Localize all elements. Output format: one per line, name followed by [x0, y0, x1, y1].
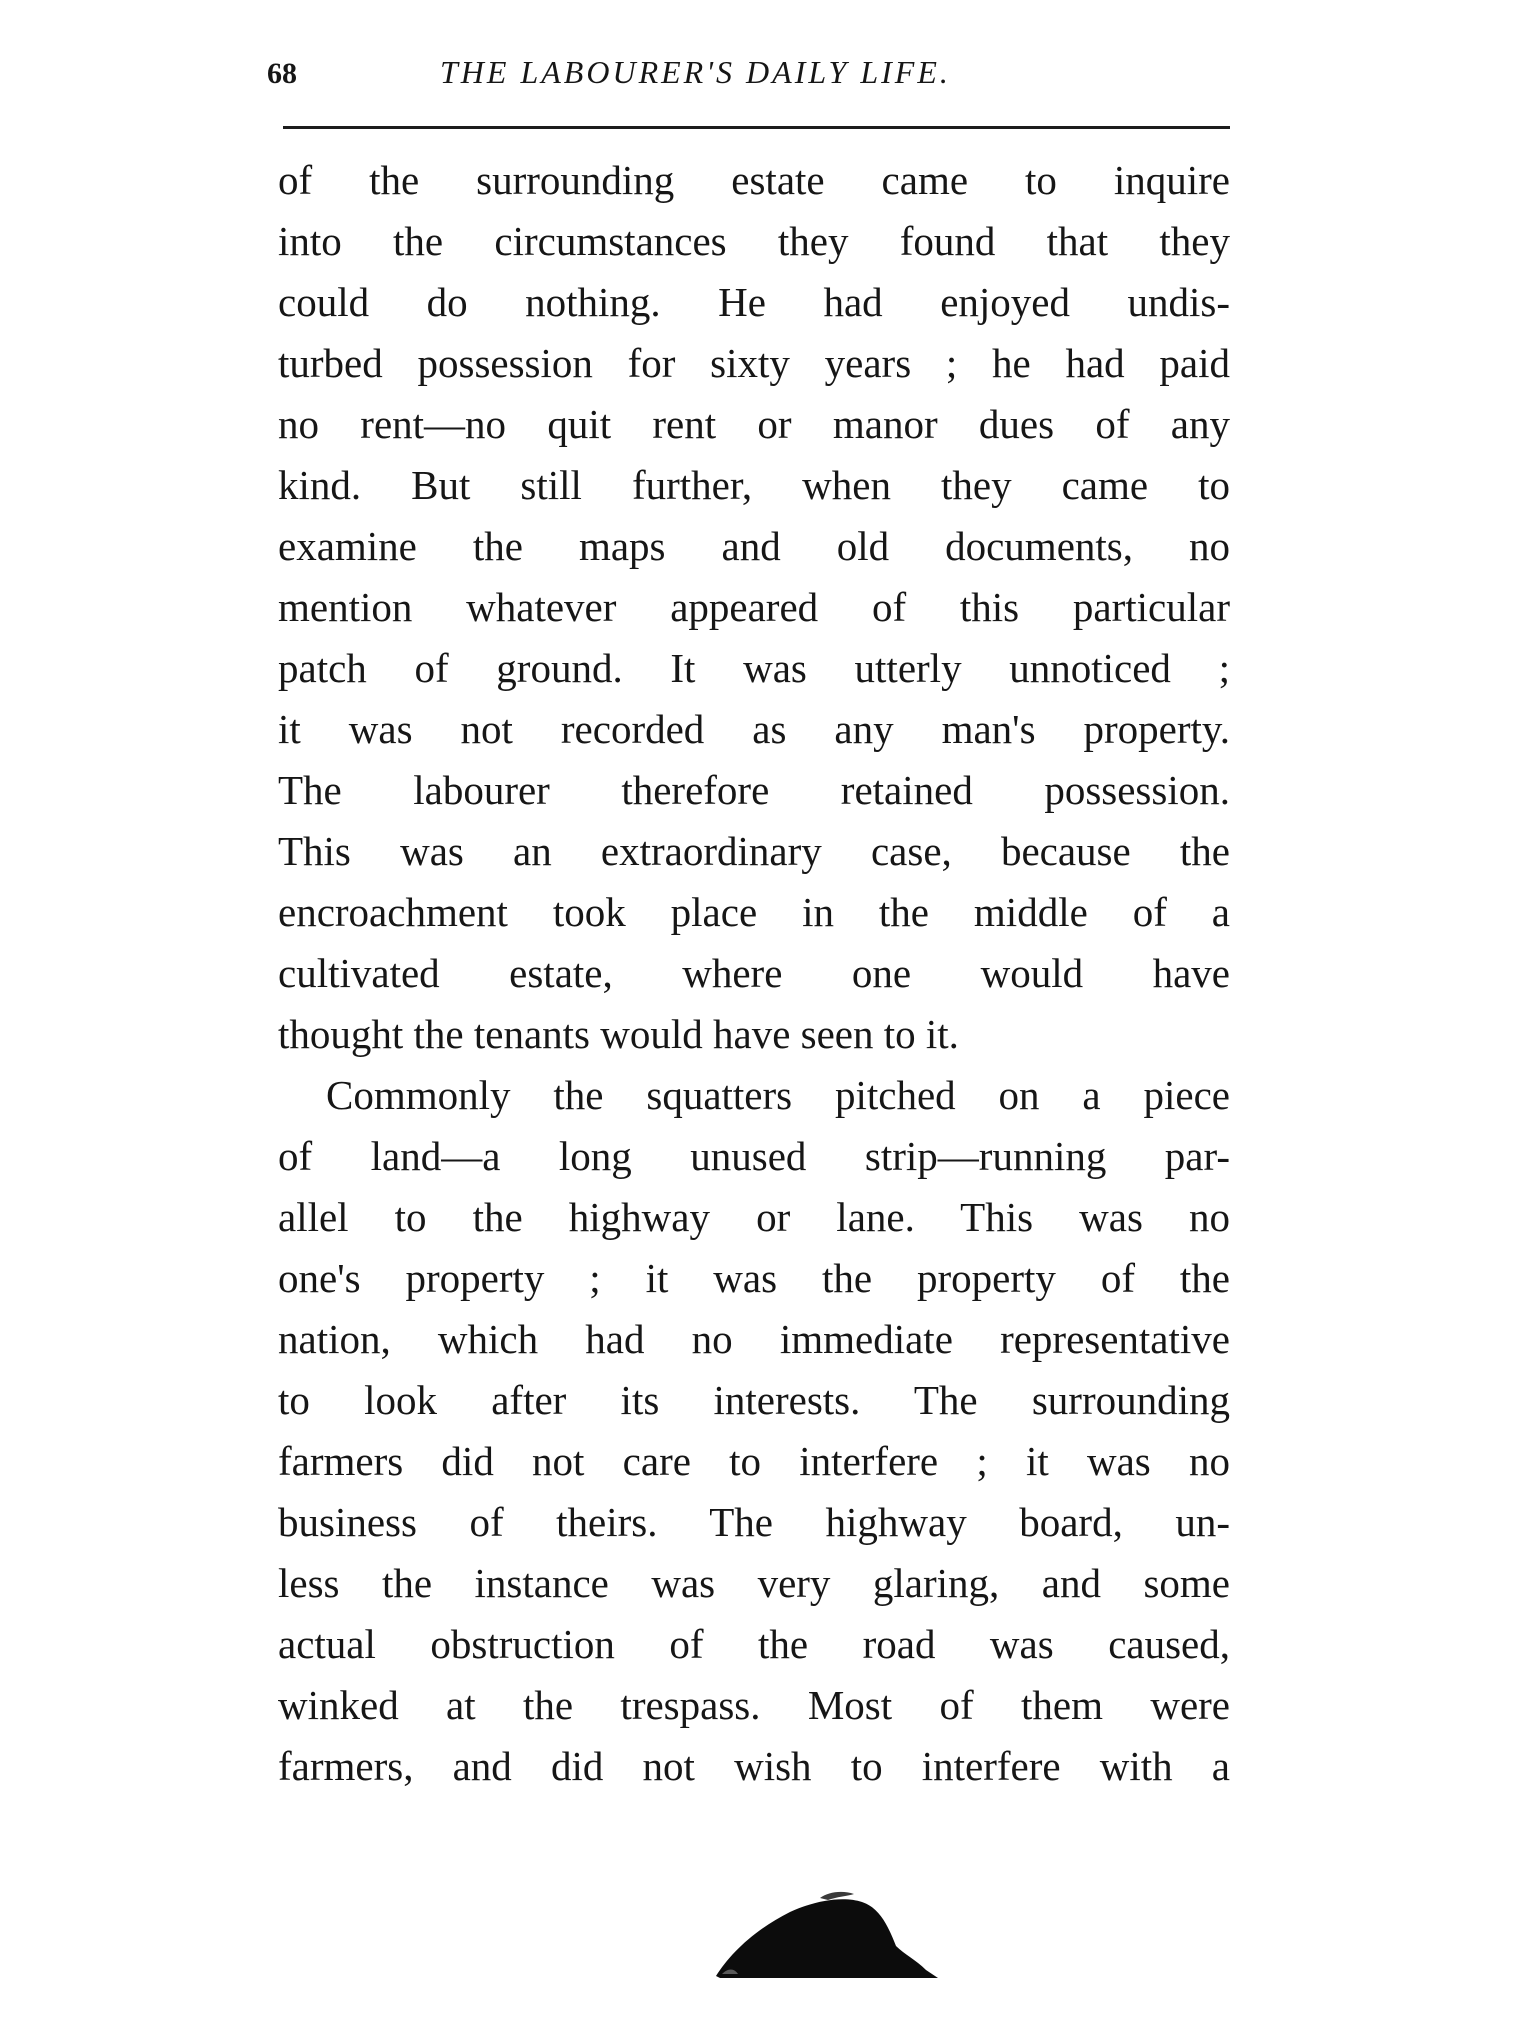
body-text	[278, 150, 1230, 1797]
text-line: it was not recorded as any man's property.	[278, 706, 1230, 752]
text-line: farmers did not care to interfere ; it was no	[278, 1438, 1230, 1484]
text-line: allel to the highway or lane. This was no	[278, 1194, 1230, 1240]
text-line: into the circumstances they found that they	[278, 218, 1230, 264]
text-line: kind. But still further, when they came to	[278, 462, 1230, 508]
paragraph	[278, 1065, 1230, 1797]
text-line: to look after its interests. The surrounding	[278, 1377, 1230, 1423]
text-line: Commonly the squatters pitched on a piece	[326, 1072, 1230, 1118]
text-line: less the instance was very glaring, and some	[278, 1560, 1230, 1606]
text-line: of land—a long unused strip—running par-	[278, 1133, 1230, 1179]
text-line: mention whatever appeared of this particular	[278, 584, 1230, 630]
text-line: cultivated estate, where one would have	[278, 950, 1230, 996]
header-rule	[283, 126, 1230, 129]
text-line: farmers, and did not wish to interfere with a	[278, 1743, 1230, 1789]
text-line: winked at the trespass. Most of them were	[278, 1682, 1230, 1728]
text-line: could do nothing. He had enjoyed undis-	[278, 279, 1230, 325]
text-line: patch of ground. It was utterly unnoticed ;	[278, 645, 1230, 691]
text-line: turbed possession for sixty years ; he had paid	[278, 340, 1230, 386]
text-line: examine the maps and old documents, no	[278, 523, 1230, 569]
text-line: business of theirs. The highway board, un-	[278, 1499, 1230, 1545]
text-line: nation, which had no immediate representative	[278, 1316, 1230, 1362]
text-line: encroachment took place in the middle of a	[278, 889, 1230, 935]
running-title: THE LABOURER'S DAILY LIFE.	[440, 54, 951, 90]
text-line: The labourer therefore retained possession.	[278, 767, 1230, 813]
paragraph	[278, 150, 1230, 1065]
text-line: no rent—no quit rent or manor dues of any	[278, 401, 1230, 447]
ink-smudge-icon	[712, 1888, 942, 1980]
text-line: This was an extraordinary case, because the	[278, 828, 1230, 874]
page-number: 68	[267, 57, 297, 90]
text-line: thought the tenants would have seen to it.	[278, 1011, 959, 1057]
text-line: of the surrounding estate came to inquire	[278, 157, 1230, 203]
text-line: actual obstruction of the road was caused,	[278, 1621, 1230, 1667]
text-line: one's property ; it was the property of the	[278, 1255, 1230, 1301]
